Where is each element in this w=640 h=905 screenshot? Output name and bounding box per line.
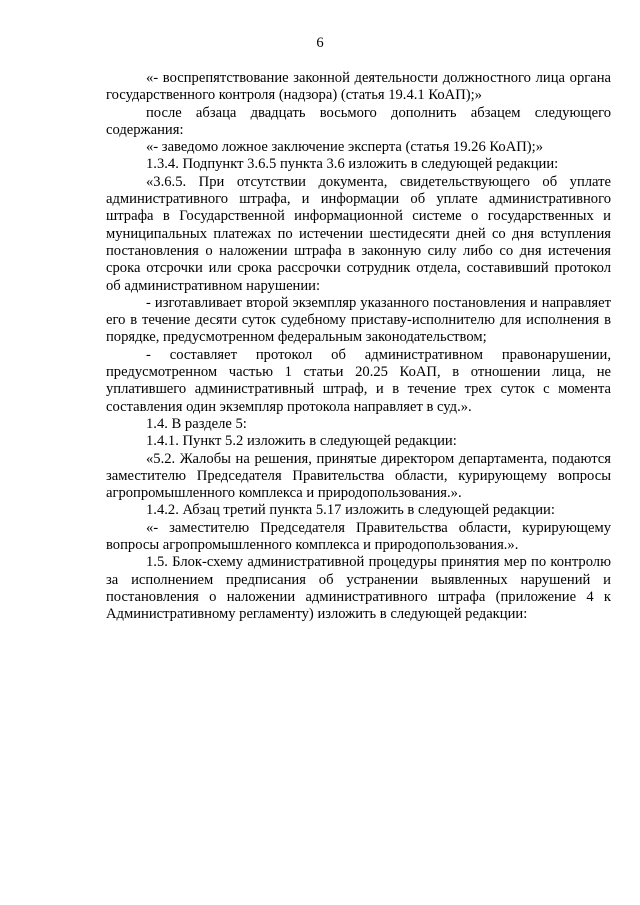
paragraph: «5.2. Жалобы на решения, принятые директором департамента, подаются заместителю Председателя Правительства области, курирующему вопросы агропромышленного комплекса и природопользования.». xyxy=(106,450,611,502)
document-body xyxy=(106,70,611,624)
paragraph: 1.3.4. Подпункт 3.6.5 пункта 3.6 изложить в следующей редакции: xyxy=(146,156,559,173)
paragraph: 1.4.2. Абзац третий пункта 5.17 изложить в следующей редакции: xyxy=(146,502,555,519)
paragraph: «- воспрепятствование законной деятельности должностного лица органа государственного контроля (надзора) (статья 19.4.1 КоАП);» xyxy=(106,70,611,104)
paragraph: - изготавливает второй экземпляр указанного постановления и направляет его в течение десяти суток судебному приставу-исполнителю для исполнения в порядке, предусмотренном федеральным законодательством; xyxy=(106,294,611,346)
paragraph: «3.6.5. При отсутствии документа, свидетельствующего об уплате административного штрафа, и информации об уплате административного штрафа в Государственной информационной системе о государственных и муниципальных платежах по истечении шестидесяти дней со дня вступления постановления о наложении штрафа в законную силу либо со дня истечения срока отсрочки или срока рассрочки сотрудник отдела, составивший протокол об административном нарушении: xyxy=(106,173,611,294)
paragraph: 1.5. Блок-схему административной процедуры принятия мер по контролю за исполнением предписания об устранении выявленных нарушений и постановления о наложении административного штрафа (приложение 4 к Административному регламенту) изложить в следующей редакции: xyxy=(106,554,611,623)
paragraph: «- заместителю Председателя Правительства области, курирующему вопросы агропромышленного комплекса и природопользования.». xyxy=(106,519,611,554)
paragraph: «- заведомо ложное заключение эксперта (статья 19.26 КоАП);» xyxy=(146,139,544,156)
page-number: 6 xyxy=(316,35,324,51)
paragraph: - составляет протокол об административном правонарушении, предусмотренном частью 1 статьи 20.25 КоАП, в отношении лица, не уплатившего административный штраф, и в течение трех суток с момента составления один экземпляр протокола направляет в суд.». xyxy=(106,346,611,415)
paragraph: 1.4. В разделе 5: xyxy=(146,415,247,432)
paragraph: после абзаца двадцать восьмого дополнить абзацем следующего содержания: xyxy=(106,104,611,138)
paragraph: 1.4.1. Пункт 5.2 изложить в следующей редакции: xyxy=(146,433,457,450)
